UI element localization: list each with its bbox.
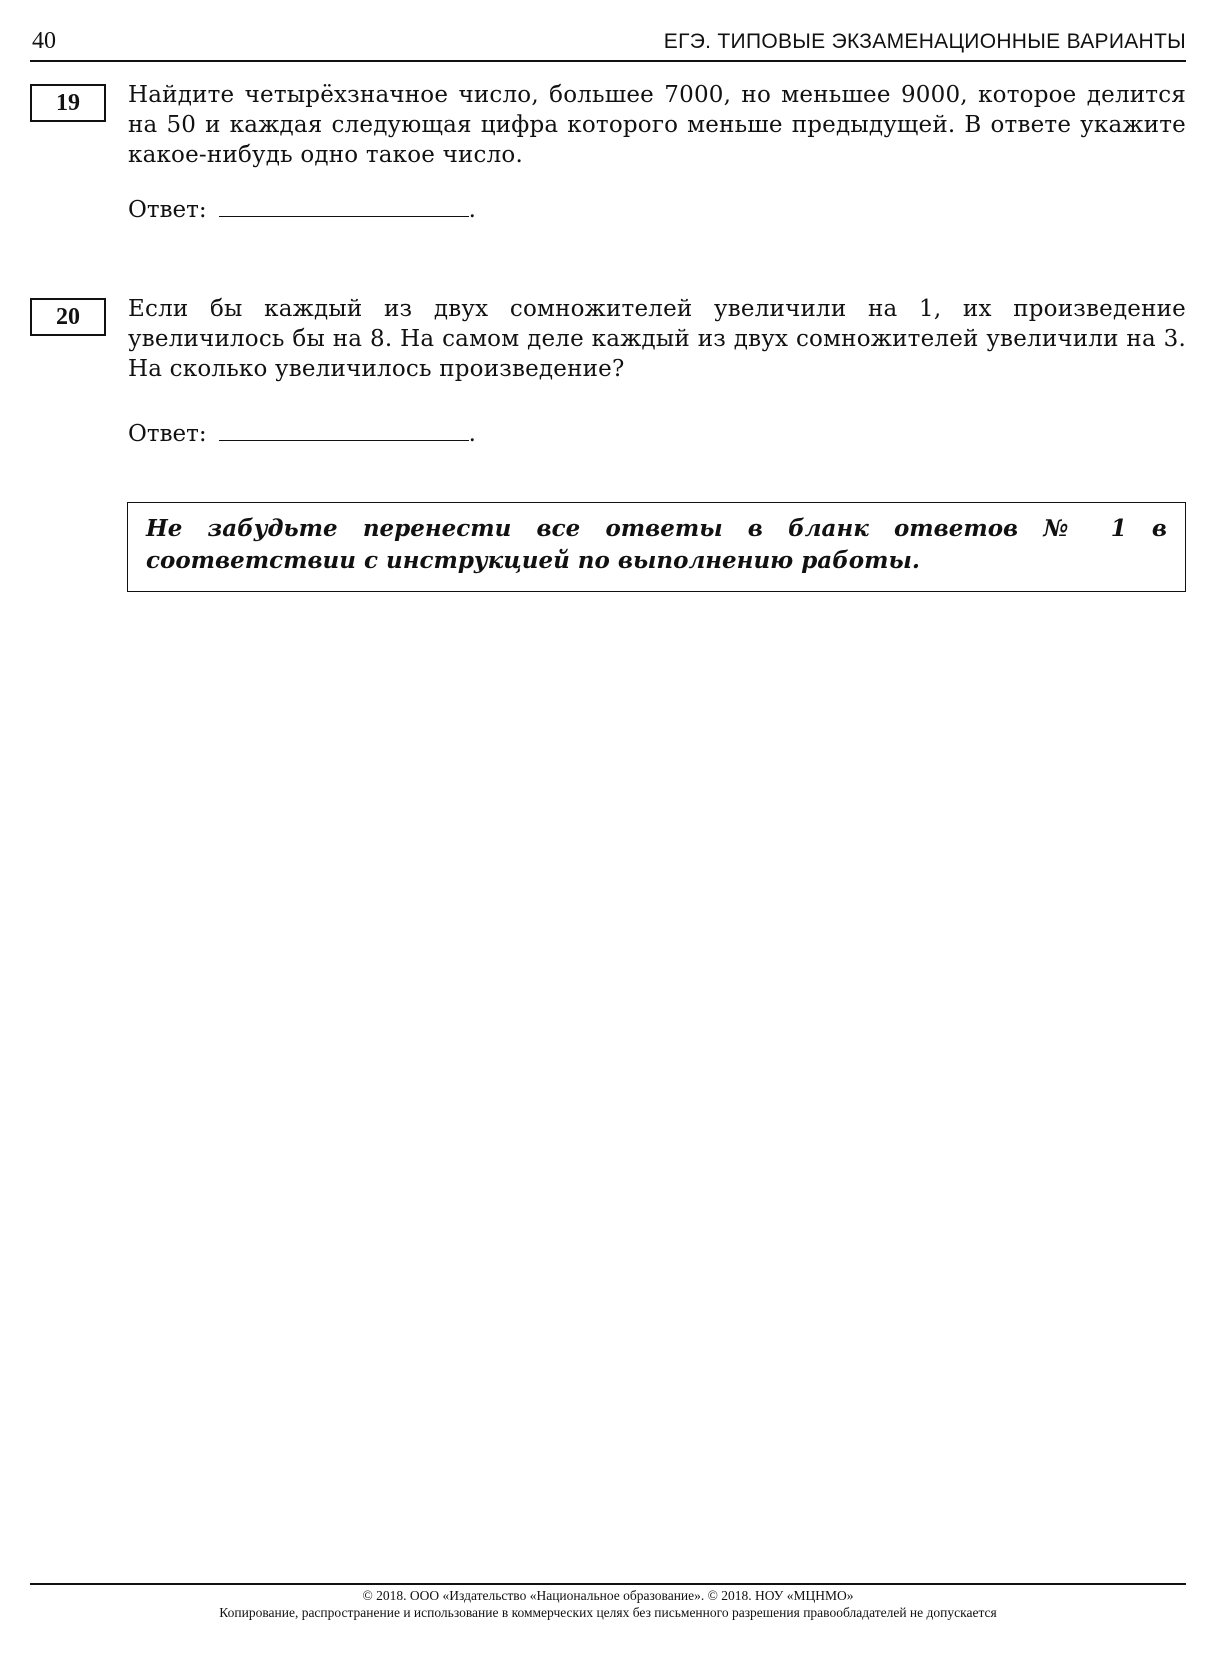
- page-number: 40: [32, 28, 56, 54]
- task-20-answer: [128, 418, 476, 447]
- reminder-box: Не забудьте перенести все ответы в бланк ответов № 1 в соответствии с инструкцией по выполнению работы.: [127, 502, 1186, 592]
- task-19-answer-label: Ответ:: [128, 197, 207, 223]
- footer-copyright: © 2018. ООО «Издательство «Национальное образование». © 2018. НОУ «МЦНМО»: [362, 1588, 854, 1603]
- task-20-number-box: 20: [30, 298, 106, 336]
- task-19-answer-end: .: [468, 197, 476, 223]
- task-20-answer-label: Ответ:: [128, 421, 207, 447]
- task-19-number-box: 19: [30, 84, 106, 122]
- running-header: ЕГЭ. ТИПОВЫЕ ЭКЗАМЕНАЦИОННЫЕ ВАРИАНТЫ: [663, 30, 1186, 53]
- task-20-text: Если бы каждый из двух сомножителей увеличили на 1, их произведение увеличилось бы на 8. На самом деле каждый из двух сомножителей увеличили на 3. На сколько увеличилось произведение?: [128, 296, 1186, 382]
- footer-divider: [30, 1583, 1186, 1585]
- header-divider: [30, 60, 1186, 62]
- task-19-text: Найдите четырёхзначное число, большее 7000, но меньшее 9000, которое делится на 50 и каждая следующая цифра которого меньше предыдущей. В ответе укажите какое-нибудь одно такое число.: [128, 82, 1186, 168]
- footer-notice: Копирование, распространение и использование в коммерческих целях без письменного разрешения правообладателей не допускается: [219, 1605, 997, 1620]
- task-20-answer-field[interactable]: [219, 418, 469, 441]
- task-20-answer-end: .: [468, 421, 476, 447]
- task-19-answer-field[interactable]: [219, 194, 469, 217]
- task-19-answer: [128, 194, 476, 223]
- footer: [30, 1587, 1186, 1621]
